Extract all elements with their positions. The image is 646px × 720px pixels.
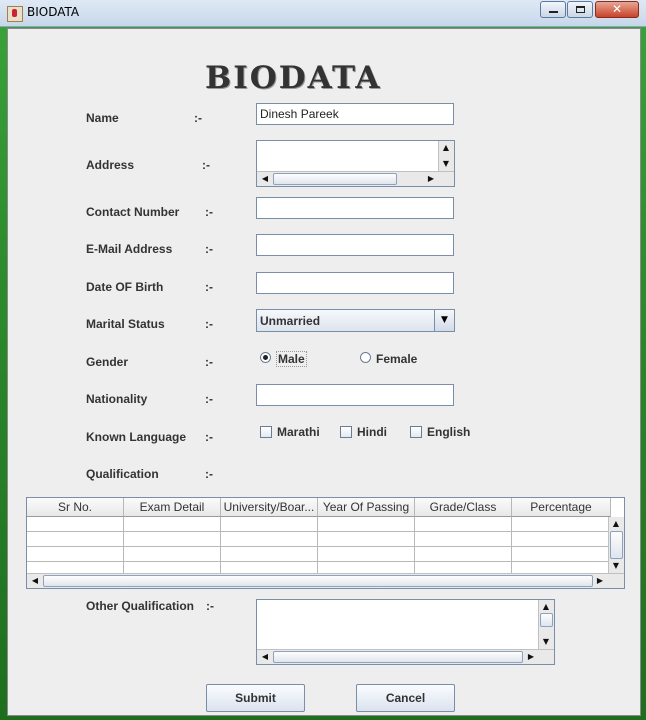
close-button[interactable] — [595, 1, 639, 18]
known-language-label: Known Language — [86, 430, 186, 444]
nationality-label: Nationality — [86, 392, 148, 406]
table-cell[interactable] — [318, 517, 415, 532]
language-english-label[interactable]: English — [427, 425, 471, 439]
language-hindi-label[interactable]: Hindi — [357, 425, 387, 439]
gender-female-radio[interactable] — [360, 352, 371, 363]
separator: :- — [205, 242, 213, 256]
language-marathi-checkbox[interactable] — [260, 426, 272, 438]
scroll-thumb[interactable] — [273, 651, 523, 663]
table-body — [27, 517, 609, 577]
table-cell[interactable] — [221, 547, 318, 562]
separator: :- — [205, 355, 213, 369]
window-title: BIODATA — [27, 5, 80, 19]
marital-status-value: Unmarried — [260, 314, 321, 328]
nationality-field[interactable] — [256, 384, 454, 406]
table-row[interactable] — [27, 532, 609, 547]
table-cell[interactable] — [124, 532, 221, 547]
name-label: Name — [86, 111, 119, 125]
table-cell[interactable] — [221, 532, 318, 547]
table-cell[interactable] — [124, 517, 221, 532]
contact-field[interactable] — [256, 197, 454, 219]
column-header-university[interactable]: University/Boar... — [221, 498, 318, 517]
table-cell[interactable] — [512, 517, 609, 532]
minimize-icon — [549, 11, 558, 13]
qualification-label: Qualification — [86, 467, 159, 481]
column-header-grade-class[interactable]: Grade/Class — [415, 498, 512, 517]
scroll-thumb[interactable] — [273, 173, 397, 185]
other-horizontal-scrollbar[interactable] — [257, 649, 554, 664]
table-cell[interactable] — [415, 547, 512, 562]
table-cell[interactable] — [512, 532, 609, 547]
scroll-right-icon[interactable]: ▶ — [527, 652, 535, 661]
qualification-table[interactable] — [26, 497, 625, 589]
scroll-up-icon[interactable]: ▲ — [612, 519, 620, 528]
java-app-icon — [7, 6, 23, 22]
table-cell[interactable] — [27, 532, 124, 547]
minimize-button[interactable] — [540, 1, 566, 18]
table-cell[interactable] — [415, 532, 512, 547]
address-textarea[interactable] — [256, 140, 455, 187]
gender-label: Gender — [86, 355, 129, 369]
scroll-up-icon[interactable]: ▲ — [542, 602, 550, 611]
dropdown-arrow-icon[interactable]: ▼ — [434, 310, 454, 331]
table-row[interactable] — [27, 547, 609, 562]
maximize-button[interactable] — [567, 1, 593, 18]
table-cell[interactable] — [318, 532, 415, 547]
email-field[interactable] — [256, 234, 454, 256]
separator: :- — [194, 111, 202, 125]
table-cell[interactable] — [415, 517, 512, 532]
contact-label: Contact Number — [86, 205, 180, 219]
scroll-down-icon[interactable]: ▼ — [612, 561, 620, 570]
separator: :- — [205, 467, 213, 481]
column-header-year-of-passing[interactable]: Year Of Passing — [318, 498, 415, 517]
table-row[interactable] — [27, 517, 609, 532]
table-cell[interactable] — [124, 547, 221, 562]
scroll-right-icon[interactable]: ▶ — [427, 174, 435, 183]
scroll-left-icon[interactable]: ◀ — [261, 652, 269, 661]
column-header-percentage[interactable]: Percentage — [512, 498, 611, 517]
column-header-sr-no[interactable]: Sr No. — [27, 498, 124, 517]
dob-field[interactable] — [256, 272, 454, 294]
marital-status-select[interactable] — [256, 309, 455, 332]
separator: :- — [205, 205, 213, 219]
separator: :- — [205, 317, 213, 331]
close-icon: ✕ — [611, 2, 623, 16]
submit-button[interactable]: Submit — [206, 684, 305, 712]
separator: :- — [205, 430, 213, 444]
dob-label: Date OF Birth — [86, 280, 164, 294]
scroll-left-icon[interactable]: ◀ — [261, 174, 269, 183]
separator: :- — [206, 599, 214, 613]
gender-male-label[interactable]: Male — [278, 352, 305, 366]
email-label: E-Mail Address — [86, 242, 173, 256]
other-qualification-label: Other Qualification — [86, 599, 195, 613]
table-cell[interactable] — [318, 547, 415, 562]
language-hindi-checkbox[interactable] — [340, 426, 352, 438]
page-title: BIODATA — [205, 60, 382, 96]
scroll-thumb[interactable] — [540, 613, 553, 627]
title-bar[interactable] — [0, 0, 646, 27]
name-field[interactable] — [256, 103, 454, 125]
separator: :- — [202, 158, 210, 172]
scroll-left-icon[interactable]: ◀ — [31, 576, 39, 585]
language-marathi-label[interactable]: Marathi — [277, 425, 320, 439]
marital-label: Marital Status — [86, 317, 165, 331]
table-cell[interactable] — [512, 547, 609, 562]
cancel-button[interactable]: Cancel — [356, 684, 455, 712]
table-vertical-scrollbar[interactable] — [608, 517, 624, 574]
scroll-up-icon[interactable]: ▲ — [442, 143, 450, 152]
gender-female-label[interactable]: Female — [376, 352, 418, 366]
scroll-thumb[interactable] — [610, 531, 623, 559]
column-header-exam-detail[interactable]: Exam Detail — [124, 498, 221, 517]
separator: :- — [205, 280, 213, 294]
other-vertical-scrollbar[interactable] — [538, 600, 554, 650]
scroll-thumb[interactable] — [43, 575, 593, 587]
scroll-down-icon[interactable]: ▼ — [542, 637, 550, 646]
table-cell[interactable] — [27, 547, 124, 562]
gender-male-radio[interactable] — [260, 352, 271, 363]
maximize-icon — [576, 6, 585, 13]
address-horizontal-scrollbar[interactable] — [257, 171, 454, 186]
language-english-checkbox[interactable] — [410, 426, 422, 438]
address-label: Address — [86, 158, 135, 172]
separator: :- — [205, 392, 213, 406]
table-header — [27, 498, 611, 517]
table-cell[interactable] — [221, 517, 318, 532]
scroll-right-icon[interactable]: ▶ — [596, 576, 604, 585]
table-cell[interactable] — [27, 517, 124, 532]
address-vertical-scrollbar[interactable] — [438, 141, 454, 172]
other-qualification-textarea[interactable] — [256, 599, 555, 665]
table-horizontal-scrollbar[interactable] — [27, 573, 624, 588]
scroll-down-icon[interactable]: ▼ — [442, 159, 450, 168]
